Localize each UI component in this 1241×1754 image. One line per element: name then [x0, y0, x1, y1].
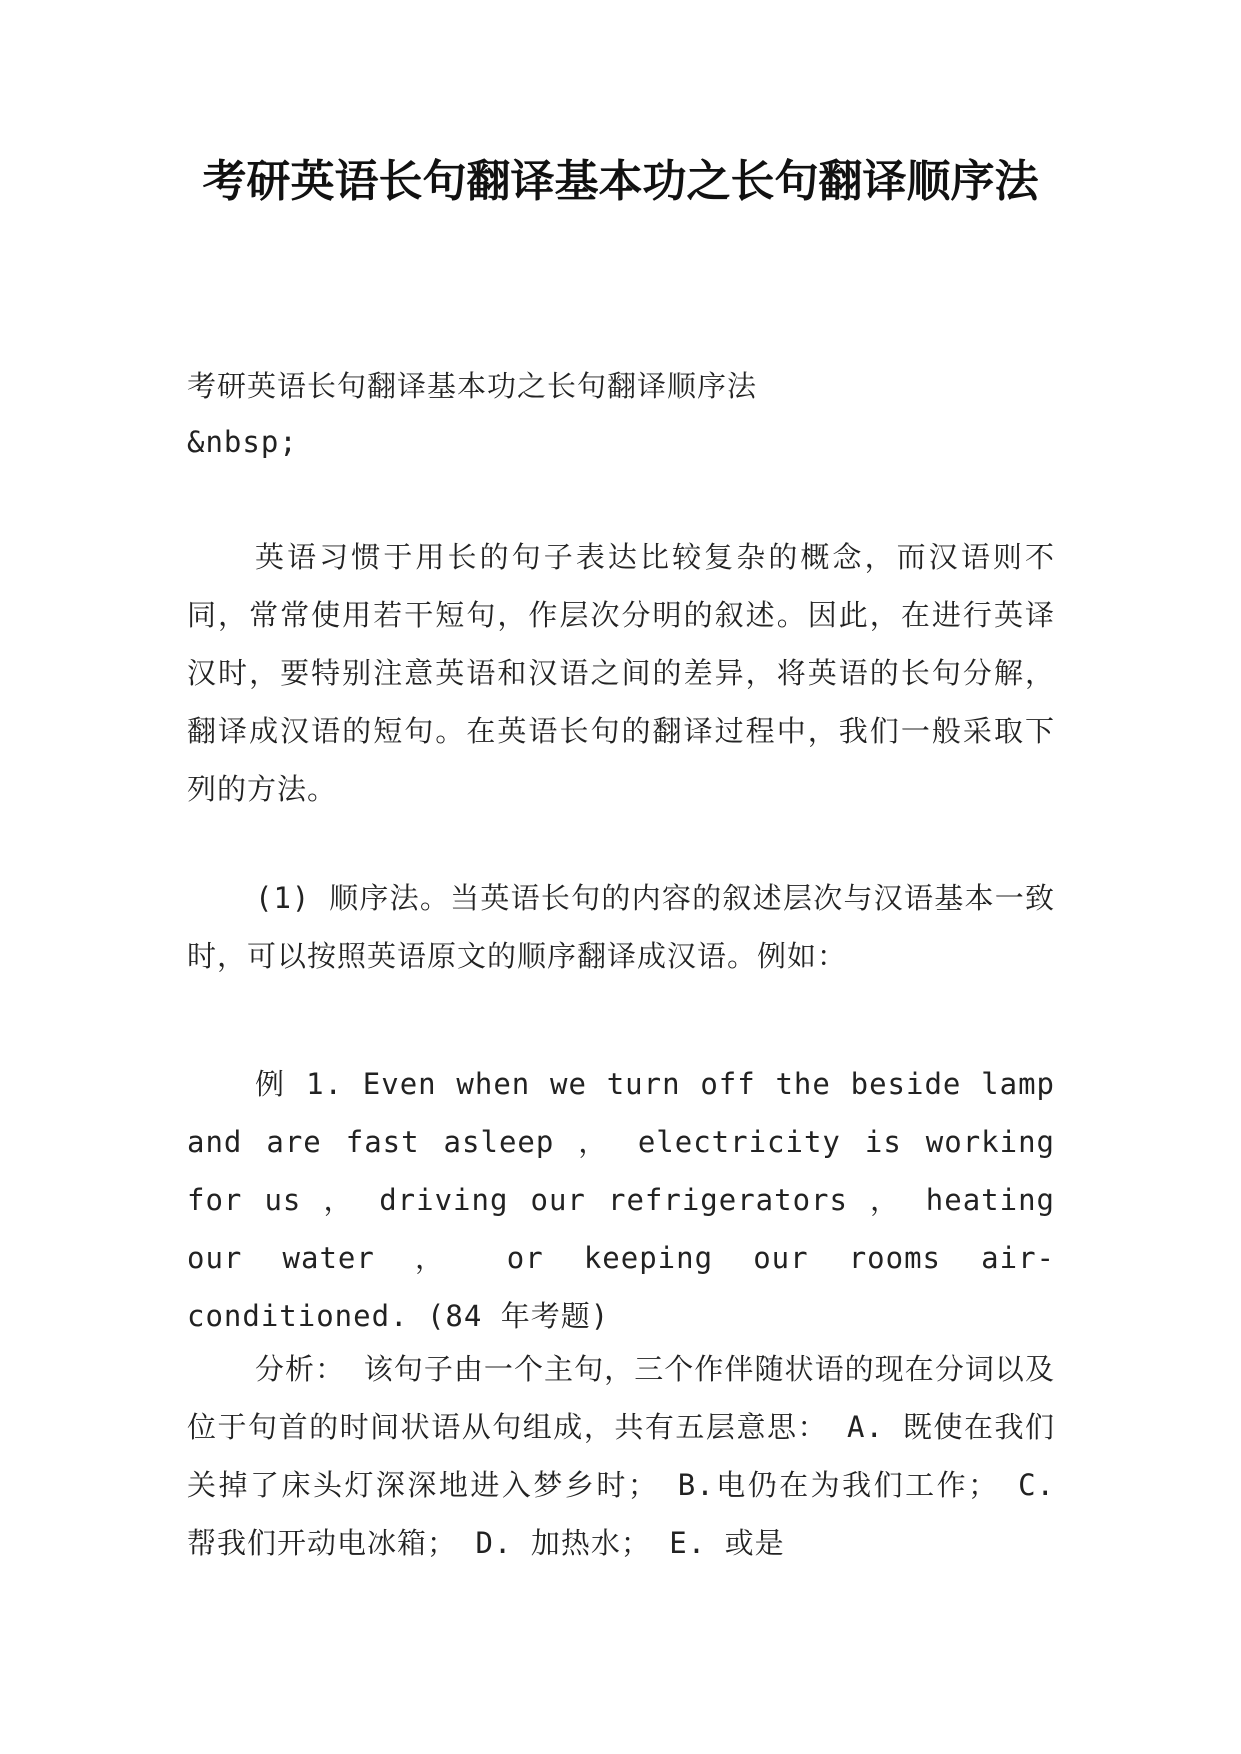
- document-subtitle: 考研英语长句翻译基本功之长句翻译顺序法: [187, 369, 758, 403]
- paragraph-example-1: 例 1. Even when we turn off the beside lamp and are fast asleep ， electricity is working for us ， driving our refrigerators ， heating our water ， or keeping our rooms air-conditioned. (84 年考题): [187, 1067, 1055, 1333]
- paragraph-sequence-method: (1) 顺序法。当英语长句的内容的叙述层次与汉语基本一致时，可以按照英语原文的顺序翻译成汉语。例如：: [187, 881, 1055, 973]
- paragraph-analysis: 分析： 该句子由一个主句，三个作伴随状语的现在分词以及位于句首的时间状语从句组成，共有五层意思： A. 既使在我们关掉了床头灯深深地进入梦乡时； B.电仍在为我们工作； C. 帮我们开动电冰箱； D. 加热水； E. 或是: [187, 1352, 1055, 1560]
- paragraph-intro: 英语习惯于用长的句子表达比较复杂的概念，而汉语则不同，常常使用若干短句，作层次分明的叙述。因此，在进行英译汉时，要特别注意英语和汉语之间的差异，将英语的长句分解，翻译成汉语的短句。在英语长句的翻译过程中，我们一般采取下列的方法。: [187, 540, 1055, 806]
- nbsp-text: &nbsp;: [187, 425, 298, 459]
- document-title: 考研英语长句翻译基本功之长句翻译顺序法: [202, 156, 1039, 207]
